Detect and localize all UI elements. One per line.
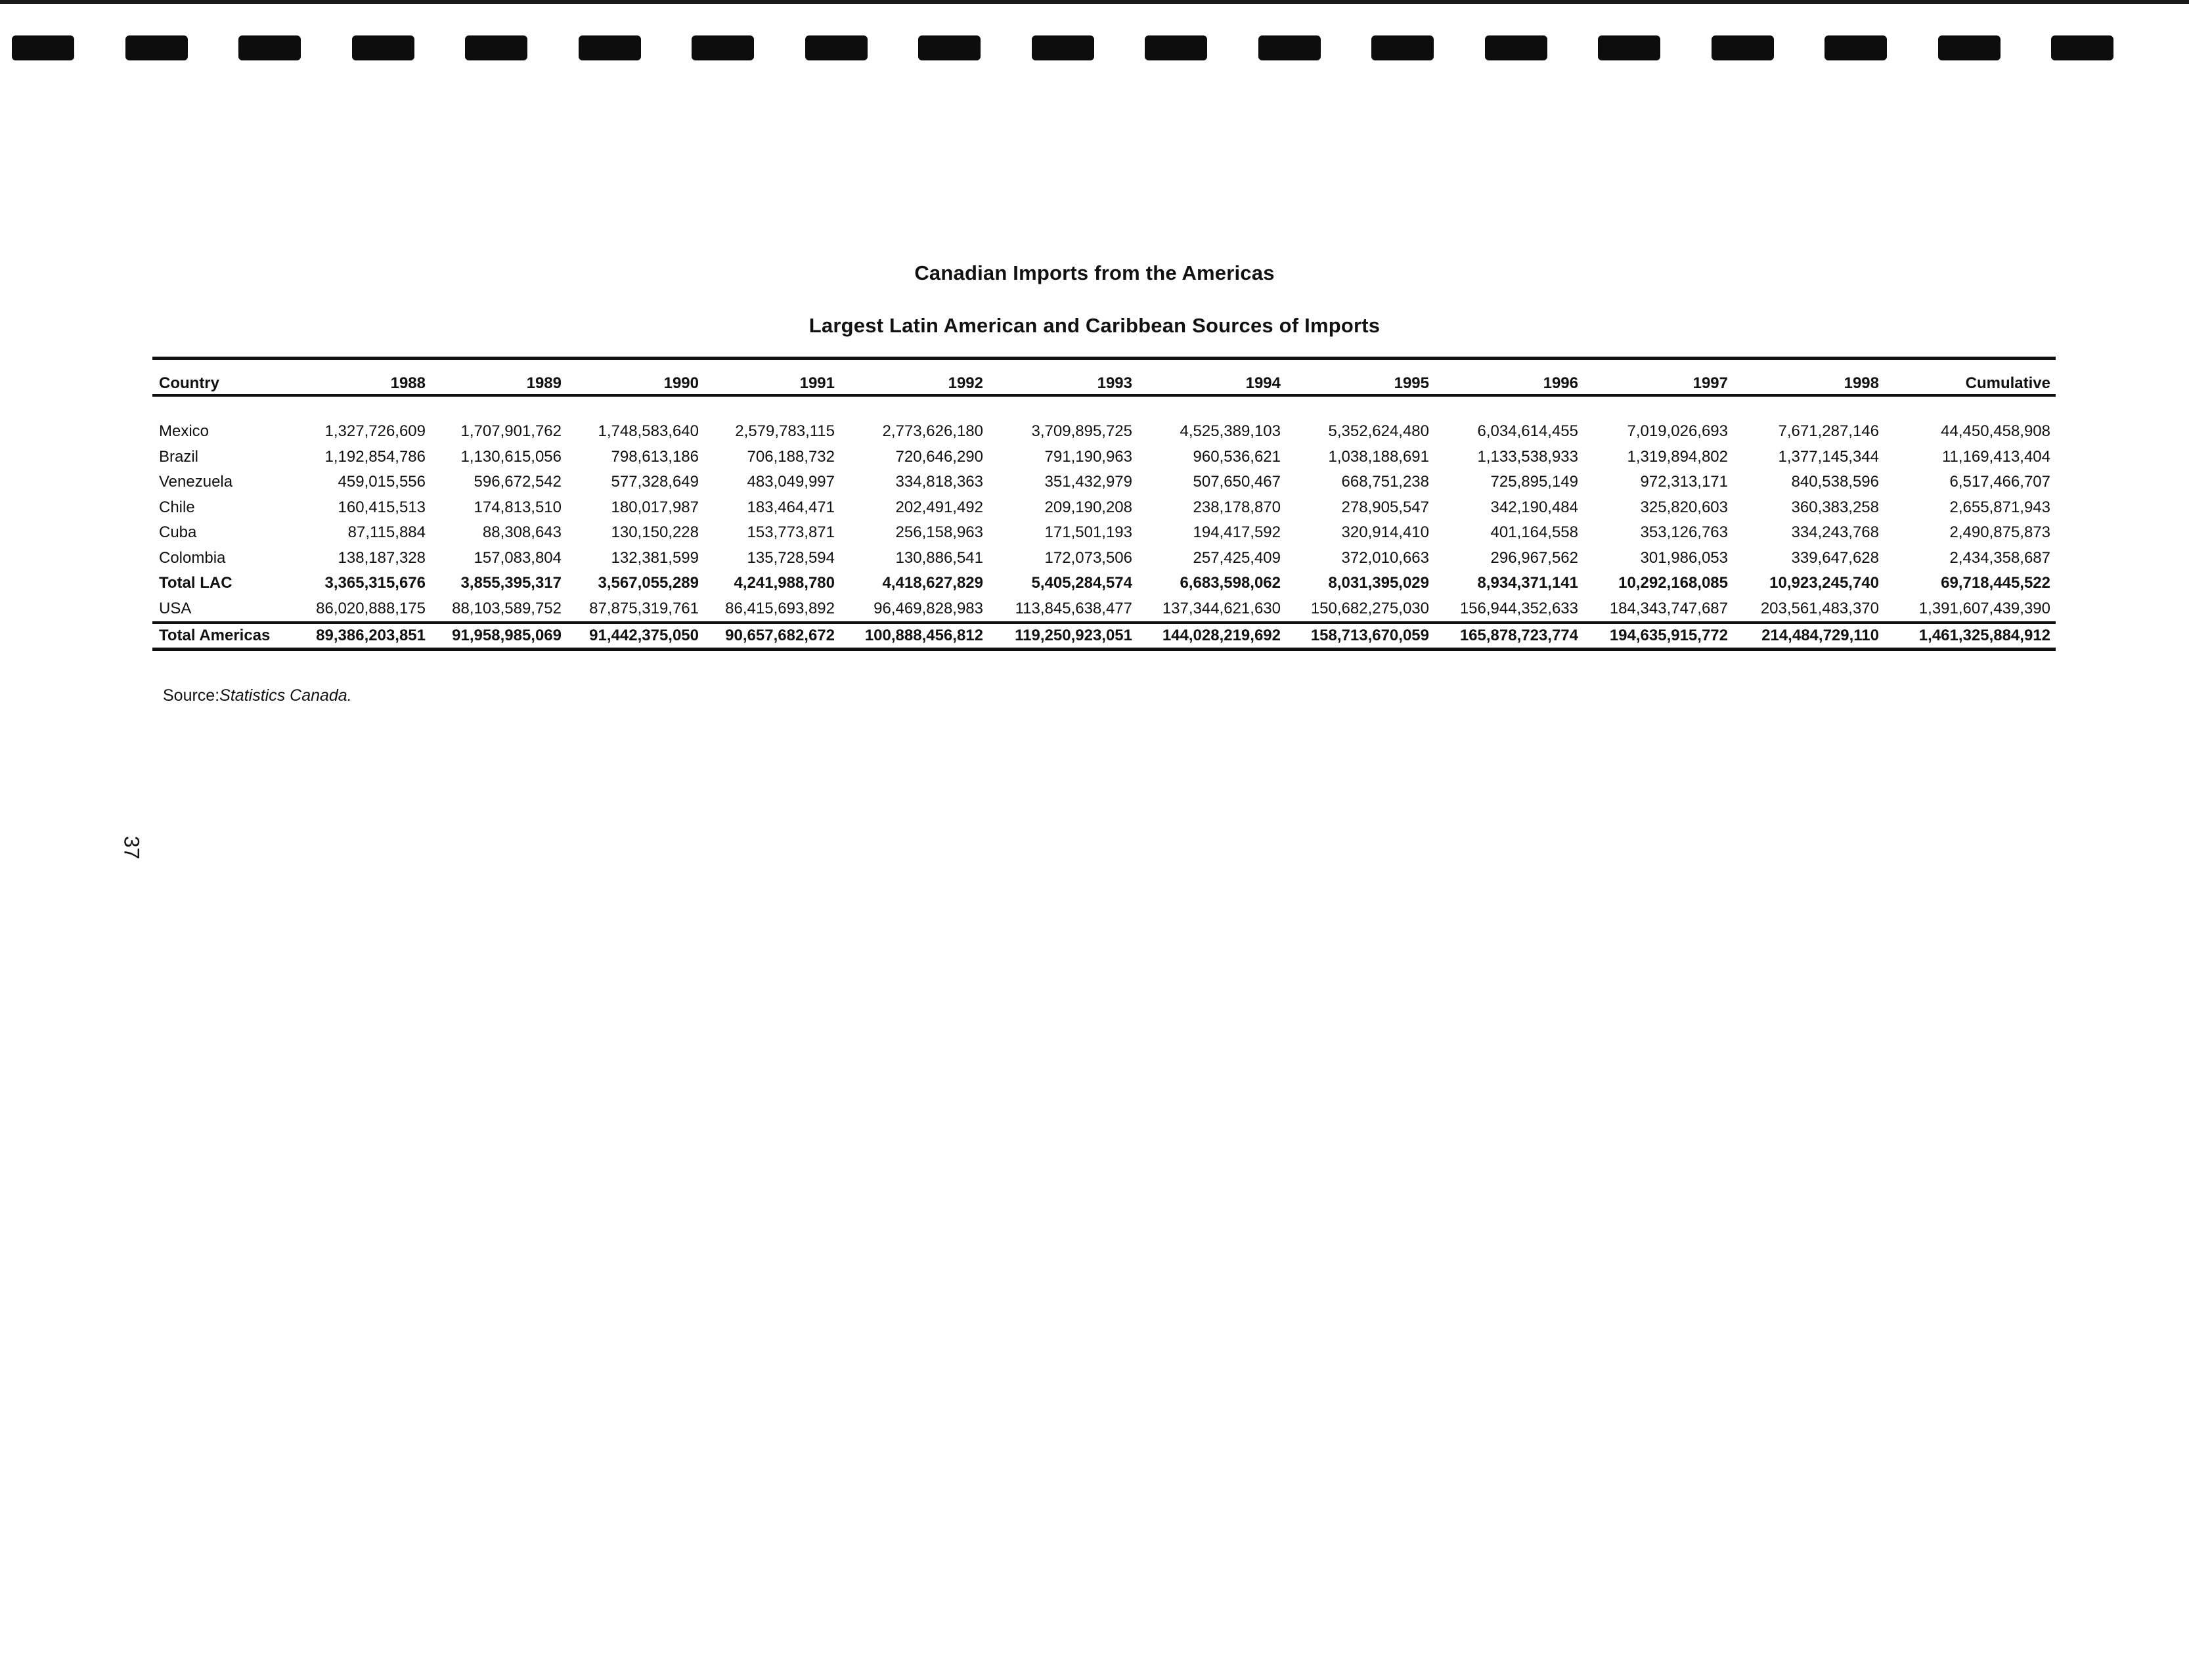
value-cell: 214,484,729,110	[1733, 623, 1884, 650]
table-row	[152, 623, 2056, 650]
value-cell: 301,986,053	[1640, 548, 1728, 567]
value-cell: 4,525,389,103	[1180, 422, 1281, 441]
source-name: Statistics Canada.	[219, 686, 352, 705]
value-cell: 130,886,541	[895, 548, 983, 567]
country-cell: Brazil	[159, 447, 199, 466]
value-cell: 668,751,238	[1341, 473, 1429, 491]
value-cell: 5,352,624,480	[1328, 422, 1429, 441]
value-cell: 158,713,670,059	[1286, 623, 1434, 650]
value-cell: 100,888,456,812	[840, 623, 988, 650]
column-header: 1992	[840, 368, 988, 395]
page-title: Canadian Imports from the Americas	[914, 261, 1275, 284]
value-cell: 507,650,467	[1193, 473, 1281, 491]
value-cell: 88,308,643	[482, 523, 562, 542]
value-cell: 960,536,621	[1193, 447, 1281, 466]
value-cell: 798,613,186	[611, 447, 699, 466]
value-cell: 174,813,510	[474, 498, 562, 516]
value-cell: 372,010,663	[1341, 548, 1429, 567]
value-cell: 1,319,894,802	[1627, 447, 1728, 466]
value-cell: 2,773,626,180	[882, 422, 983, 441]
value-cell: 172,073,506	[1044, 548, 1132, 567]
value-cell: 156,944,352,633	[1434, 596, 1583, 623]
table-row	[152, 596, 2056, 623]
value-cell: 184,343,747,687	[1583, 596, 1733, 623]
value-cell: 86,020,888,175	[292, 596, 431, 623]
value-cell: 339,647,628	[1791, 548, 1879, 567]
punch-hole	[238, 35, 301, 60]
punch-hole	[1145, 35, 1207, 60]
column-header: 1998	[1733, 368, 1884, 395]
column-header: 1997	[1583, 368, 1733, 395]
value-cell: 296,967,562	[1490, 548, 1578, 567]
value-cell: 596,672,542	[474, 473, 562, 491]
column-header: 1995	[1286, 368, 1434, 395]
value-cell: 10,292,168,085	[1618, 574, 1728, 592]
value-cell: 10,923,245,740	[1769, 574, 1879, 592]
table-row	[152, 571, 2056, 596]
value-cell: 153,773,871	[747, 523, 835, 542]
value-cell: 87,875,319,761	[567, 596, 704, 623]
country-cell: Venezuela	[159, 473, 233, 491]
value-cell: 209,190,208	[1044, 498, 1132, 516]
punch-hole	[12, 35, 74, 60]
punch-hole	[1485, 35, 1547, 60]
value-cell: 137,344,621,630	[1138, 596, 1286, 623]
punch-hole	[805, 35, 868, 60]
table-row	[152, 445, 2056, 470]
value-cell: 138,187,328	[338, 548, 426, 567]
value-cell: 1,327,726,609	[324, 422, 426, 441]
value-cell: 4,418,627,829	[882, 574, 983, 592]
column-header: 1991	[704, 368, 840, 395]
value-cell: 1,707,901,762	[460, 422, 562, 441]
table-body	[152, 395, 2056, 650]
value-cell: 3,365,315,676	[324, 574, 426, 592]
value-cell: 6,683,598,062	[1180, 574, 1281, 592]
value-cell: 90,657,682,672	[704, 623, 840, 650]
punch-hole	[125, 35, 188, 60]
value-cell: 119,250,923,051	[988, 623, 1138, 650]
punch-hole	[1824, 35, 1887, 60]
column-header: 1993	[988, 368, 1138, 395]
page-subtitle: Largest Latin American and Caribbean Sources of Imports	[808, 314, 1381, 337]
value-cell: 334,243,768	[1791, 523, 1879, 542]
value-cell: 791,190,963	[1044, 447, 1132, 466]
value-cell: 725,895,149	[1490, 473, 1578, 491]
country-cell: Cuba	[159, 523, 197, 542]
value-cell: 8,031,395,029	[1328, 574, 1429, 592]
value-cell: 1,192,854,786	[324, 447, 426, 466]
value-cell: 44,450,458,908	[1941, 422, 2050, 441]
value-cell: 69,718,445,522	[1941, 574, 2050, 592]
table-row	[152, 470, 2056, 495]
value-cell: 11,169,413,404	[1941, 447, 2050, 466]
value-cell: 132,381,599	[611, 548, 699, 567]
value-cell: 325,820,603	[1640, 498, 1728, 516]
table-top-rule	[152, 357, 2056, 360]
value-cell: 203,561,483,370	[1733, 596, 1884, 623]
value-cell: 1,461,325,884,912	[1884, 623, 2056, 650]
column-header: 1990	[567, 368, 704, 395]
country-cell: Chile	[159, 498, 195, 516]
value-cell: 483,049,997	[747, 473, 835, 491]
value-cell: 972,313,171	[1640, 473, 1728, 491]
punch-hole	[579, 35, 641, 60]
value-cell: 2,434,358,687	[1949, 548, 2050, 567]
punch-hole	[1371, 35, 1434, 60]
value-cell: 1,391,607,439,390	[1884, 596, 2056, 623]
value-cell: 577,328,649	[611, 473, 699, 491]
value-cell: 171,501,193	[1044, 523, 1132, 542]
punch-hole	[1258, 35, 1321, 60]
value-cell: 7,019,026,693	[1627, 422, 1728, 441]
value-cell: 342,190,484	[1490, 498, 1578, 516]
value-cell: 238,178,870	[1193, 498, 1281, 516]
value-cell: 360,383,258	[1791, 498, 1879, 516]
value-cell: 2,579,783,115	[735, 422, 835, 441]
punch-hole	[918, 35, 981, 60]
value-cell: 91,442,375,050	[567, 623, 704, 650]
punch-hole	[2051, 35, 2113, 60]
table-row	[152, 495, 2056, 521]
column-header: 1988	[292, 368, 431, 395]
punch-hole	[1938, 35, 2001, 60]
value-cell: 96,469,828,983	[840, 596, 988, 623]
country-cell: Mexico	[159, 422, 210, 441]
value-cell: 1,130,615,056	[460, 447, 562, 466]
value-cell: 113,845,638,477	[988, 596, 1138, 623]
punch-hole	[1712, 35, 1774, 60]
value-cell: 334,818,363	[895, 473, 983, 491]
value-cell: 6,517,466,707	[1949, 473, 2050, 491]
value-cell: 2,490,875,873	[1949, 523, 2050, 542]
value-cell: 88,103,589,752	[431, 596, 567, 623]
value-cell: 180,017,987	[611, 498, 699, 516]
value-cell: 3,855,395,317	[460, 574, 562, 592]
imports-table	[152, 368, 2056, 651]
value-cell: 91,958,985,069	[431, 623, 567, 650]
value-cell: 202,491,492	[895, 498, 983, 516]
value-cell: 401,164,558	[1490, 523, 1578, 542]
column-header: 1989	[431, 368, 567, 395]
value-cell: 144,028,219,692	[1138, 623, 1286, 650]
punch-hole-strip	[0, 0, 2189, 79]
value-cell: 150,682,275,030	[1286, 596, 1434, 623]
value-cell: 86,415,693,892	[704, 596, 840, 623]
value-cell: 130,150,228	[611, 523, 699, 542]
source-note	[163, 686, 352, 705]
table-row	[152, 546, 2056, 571]
value-cell: 278,905,547	[1341, 498, 1429, 516]
value-cell: 840,538,596	[1791, 473, 1879, 491]
value-cell: 157,083,804	[474, 548, 562, 567]
value-cell: 1,038,188,691	[1328, 447, 1429, 466]
value-cell: 720,646,290	[895, 447, 983, 466]
table-spacer-row	[152, 395, 2056, 419]
value-cell: 7,671,287,146	[1778, 422, 1879, 441]
value-cell: 3,567,055,289	[598, 574, 699, 592]
column-header: 1994	[1138, 368, 1286, 395]
punch-hole	[1032, 35, 1094, 60]
value-cell: 6,034,614,455	[1477, 422, 1578, 441]
value-cell: 459,015,556	[338, 473, 426, 491]
value-cell: 1,133,538,933	[1477, 447, 1578, 466]
column-header: Country	[152, 368, 292, 395]
punch-hole	[692, 35, 754, 60]
value-cell: 194,417,592	[1193, 523, 1281, 542]
value-cell: 89,386,203,851	[292, 623, 431, 650]
table-row	[152, 520, 2056, 546]
value-cell: 320,914,410	[1341, 523, 1429, 542]
source-label: Source:	[163, 686, 220, 705]
page-number: 37	[120, 835, 144, 860]
country-cell: Colombia	[159, 548, 226, 567]
value-cell: 183,464,471	[747, 498, 835, 516]
table-row	[152, 419, 2056, 445]
value-cell: 1,748,583,640	[598, 422, 699, 441]
value-cell: 1,377,145,344	[1778, 447, 1879, 466]
value-cell: 351,432,979	[1044, 473, 1132, 491]
value-cell: 706,188,732	[747, 447, 835, 466]
value-cell: 194,635,915,772	[1583, 623, 1733, 650]
value-cell: 135,728,594	[747, 548, 835, 567]
punch-hole	[1598, 35, 1660, 60]
value-cell: 5,405,284,574	[1031, 574, 1132, 592]
country-cell: Total Americas	[152, 623, 292, 650]
table-header-row	[152, 368, 2056, 395]
value-cell: 4,241,988,780	[734, 574, 835, 592]
column-header: Cumulative	[1884, 368, 2056, 395]
value-cell: 256,158,963	[895, 523, 983, 542]
value-cell: 257,425,409	[1193, 548, 1281, 567]
value-cell: 8,934,371,141	[1477, 574, 1578, 592]
value-cell: 353,126,763	[1640, 523, 1728, 542]
value-cell: 160,415,513	[338, 498, 426, 516]
value-cell: 165,878,723,774	[1434, 623, 1583, 650]
punch-hole	[352, 35, 414, 60]
country-cell: Total LAC	[159, 574, 232, 592]
punch-hole	[465, 35, 527, 60]
value-cell: 3,709,895,725	[1031, 422, 1132, 441]
column-header: 1996	[1434, 368, 1583, 395]
country-cell: USA	[152, 596, 292, 623]
value-cell: 2,655,871,943	[1949, 498, 2050, 516]
value-cell: 87,115,884	[347, 523, 426, 542]
